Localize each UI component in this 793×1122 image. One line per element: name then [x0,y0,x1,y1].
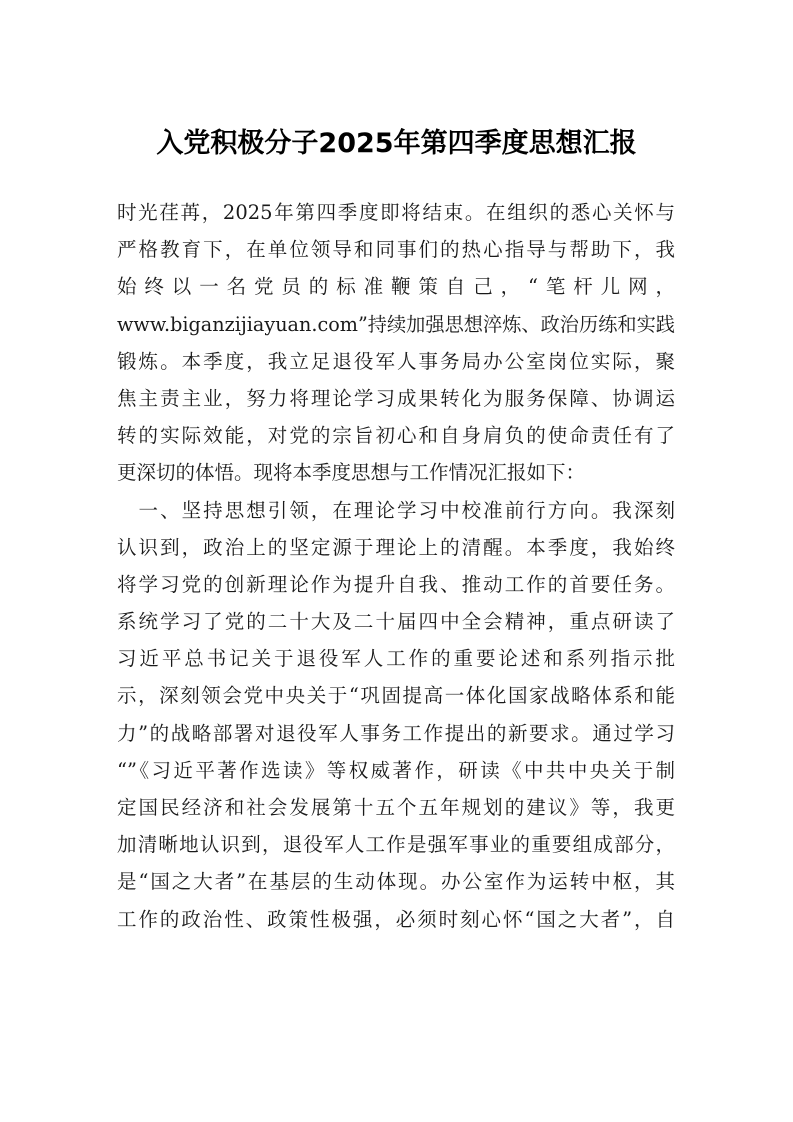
body-line: 示，深刻领会党中央关于“巩固提高一体化国家战略体系和能 [117,684,675,708]
body-line: 力”的战略部署对退役军人事务工作提出的新要求。通过学习 [117,721,675,745]
document-body [117,194,675,938]
body-line: 习近平总书记关于退役军人工作的重要论述和系列指示批 [117,647,675,671]
body-line: 时光荏苒，2025年第四季度即将结束。在组织的悉心关怀与 [117,201,675,224]
body-line: 转的实际效能，对党的宗旨初心和自身肩负的使命责任有了 [117,424,675,448]
body-line: 焦主责主业，努力将理论学习成果转化为服务保障、协调运 [117,386,675,410]
document-title: 入党积极分子2025年第四季度思想汇报 [156,128,637,159]
body-line: 是“国之大者”在基层的生动体现。办公室作为运转中枢，其 [117,870,675,894]
body-line: 工作的政治性、政策性极强，必须时刻心怀“国之大者”，自 [117,907,675,931]
body-line: 严格教育下，在单位领导和同事们的热心指导与帮助下，我 [117,238,675,262]
body-line: 认识到，政治上的坚定源于理论上的清醒。本季度，我始终 [117,535,675,559]
body-line: 系统学习了党的二十大及二十届四中全会精神，重点研读了 [117,610,675,634]
body-line: “”《习近平著作选读》等权威著作，研读《中共中央关于制 [117,758,675,782]
body-line: 始终以一名党员的标准鞭策自己，“笔杆儿网， [117,275,675,299]
body-line: 锻炼。本季度，我立足退役军人事务局办公室岗位实际，聚 [117,349,675,373]
body-line: www.biganzijiayuan.com”持续加强思想淬炼、政治历练和实践 [117,312,675,336]
body-line: 更深切的体悟。现将本季度思想与工作情况汇报如下： [117,461,586,485]
body-line: 将学习党的创新理论作为提升自我、推动工作的首要任务。 [117,572,675,596]
body-line: 定国民经济和社会发展第十五个五年规划的建议》等，我更 [117,796,675,819]
body-line: 加清晰地认识到，退役军人工作是强军事业的重要组成部分， [117,833,675,857]
body-line: 一、坚持思想引领，在理论学习中校准前行方向。我深刻 [117,498,675,522]
